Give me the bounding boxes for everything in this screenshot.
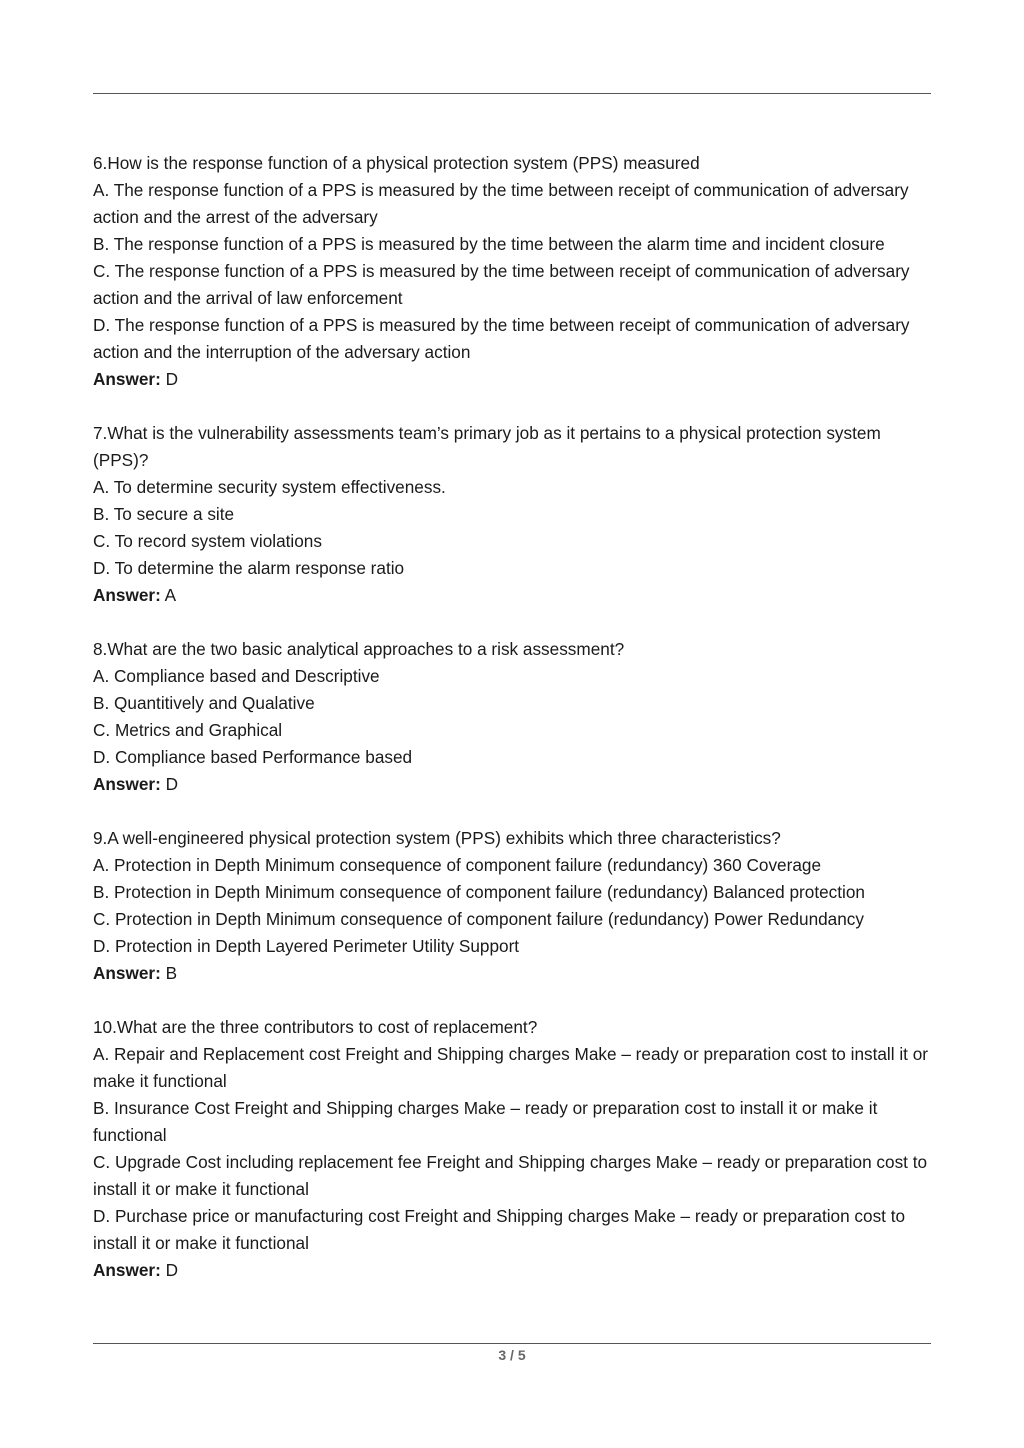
answer-line (93, 771, 938, 798)
option-c: C. The response function of a PPS is measured by the time between receipt of communication of adversary action and the arrival of law enforcement (93, 261, 910, 308)
option-d: D. Protection in Depth Layered Perimeter Utility Support (93, 936, 520, 956)
answer-label: Answer: (93, 369, 161, 389)
answer-label: Answer: (93, 1260, 161, 1280)
answer-line (93, 366, 938, 393)
option-d: D. The response function of a PPS is measured by the time between receipt of communication of adversary action and the interruption of the adversary action (93, 315, 910, 362)
question-block (93, 1014, 938, 1284)
question-block (93, 825, 938, 987)
option-d: D. Purchase price or manufacturing cost Freight and Shipping charges Make – ready or preparation cost to install it or make it functional (93, 1206, 906, 1253)
answer-label: Answer: (93, 774, 161, 794)
question-block (93, 420, 938, 609)
answer-value: D (165, 369, 179, 389)
question-text: 8.What are the two basic analytical approaches to a risk assessment? (93, 639, 625, 659)
answer-value: D (165, 774, 179, 794)
answer-value: D (165, 1260, 179, 1280)
answer-label: Answer: (93, 963, 161, 983)
header-divider (93, 93, 931, 94)
option-a: A. Repair and Replacement cost Freight and Shipping charges Make – ready or preparation cost to install it or make it functional (93, 1044, 928, 1091)
option-a: A. Protection in Depth Minimum consequence of component failure (redundancy) 360 Coverage (93, 855, 822, 875)
option-d: D. To determine the alarm response ratio (93, 558, 405, 578)
answer-value: A (164, 585, 177, 605)
option-b: B. To secure a site (93, 504, 235, 524)
option-c: C. To record system violations (93, 531, 322, 551)
answer-label: Answer: (93, 585, 161, 605)
question-block (93, 636, 938, 798)
footer-divider (93, 1343, 931, 1344)
option-b: B. Insurance Cost Freight and Shipping charges Make – ready or preparation cost to install it or make it functional (93, 1098, 878, 1145)
option-a: A. To determine security system effectiveness. (93, 477, 446, 497)
option-a: A. Compliance based and Descriptive (93, 666, 380, 686)
option-b: B. The response function of a PPS is measured by the time between the alarm time and incident closure (93, 234, 885, 254)
question-block (93, 150, 938, 393)
question-text: 10.What are the three contributors to cost of replacement? (93, 1017, 538, 1037)
option-c: C. Protection in Depth Minimum consequence of component failure (redundancy) Power Redundancy (93, 909, 864, 929)
answer-line (93, 960, 938, 987)
answer-line (93, 582, 938, 609)
answer-value: B (165, 963, 178, 983)
option-d: D. Compliance based Performance based (93, 747, 413, 767)
option-c: C. Metrics and Graphical (93, 720, 283, 740)
option-b: B. Quantitively and Qualative (93, 693, 315, 713)
page-number: 3 / 5 (498, 1347, 526, 1363)
question-text: 7.What is the vulnerability assessments team’s primary job as it pertains to a physical protection system (PPS)? (93, 423, 881, 470)
answer-line (93, 1257, 938, 1284)
question-list (93, 150, 938, 1311)
option-c: C. Upgrade Cost including replacement fee Freight and Shipping charges Make – ready or preparation cost to install it or make it functional (93, 1152, 928, 1199)
question-text: 9.A well-engineered physical protection system (PPS) exhibits which three characteristics? (93, 828, 781, 848)
option-b: B. Protection in Depth Minimum consequence of component failure (redundancy) Balanced protection (93, 882, 865, 902)
option-a: A. The response function of a PPS is measured by the time between receipt of communication of adversary action and the arrest of the adversary (93, 180, 909, 227)
question-text: 6.How is the response function of a physical protection system (PPS) measured (93, 153, 700, 173)
